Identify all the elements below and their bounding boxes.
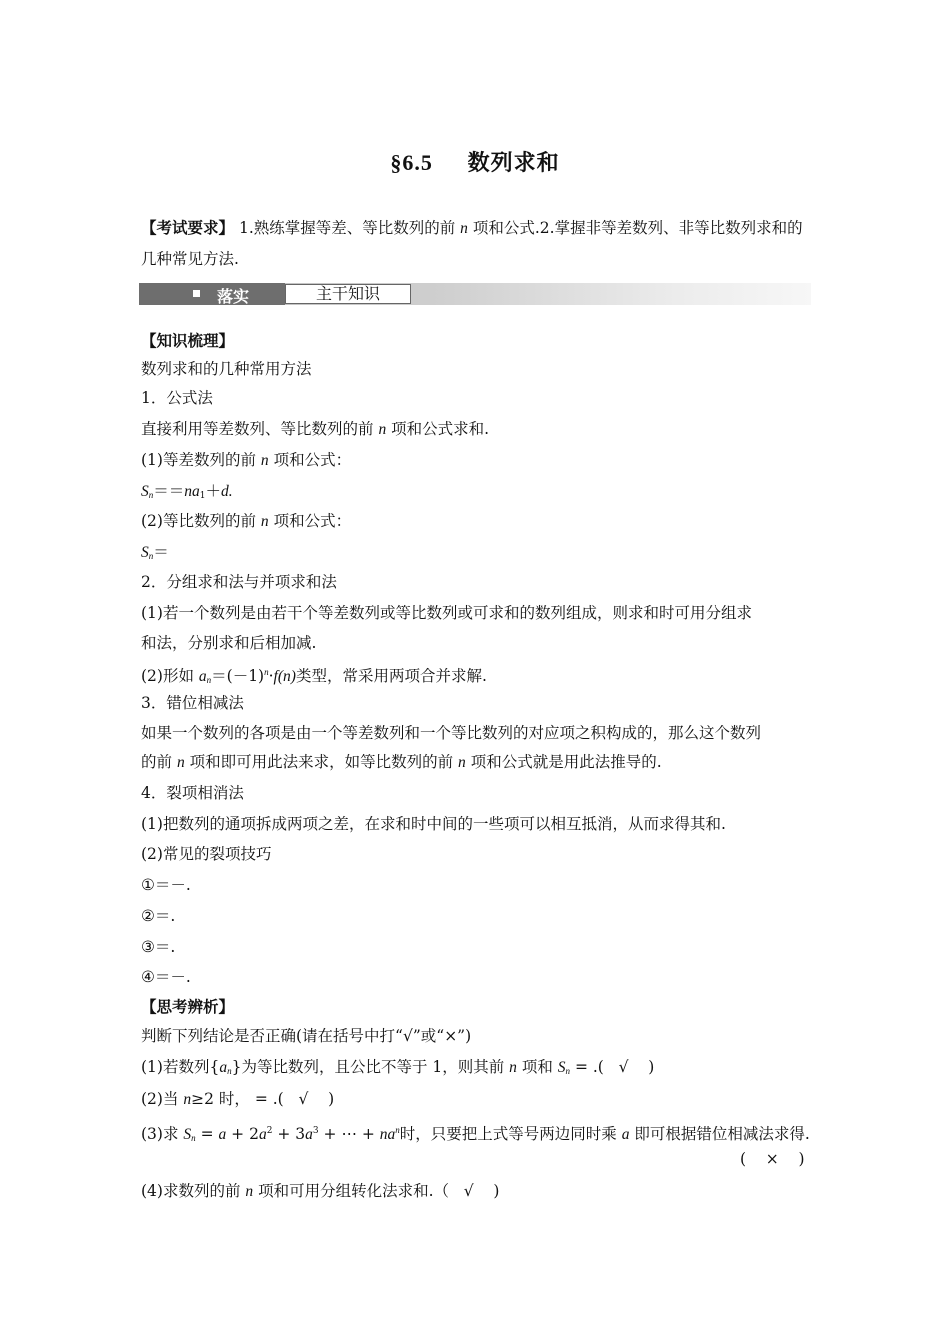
section-banner — [139, 283, 811, 305]
knowledge-intro: 数列求和的几种常用方法 — [141, 360, 312, 378]
method-1-text: 直接利用等差数列、等比数列的前 n 项和公式求和. — [141, 420, 490, 438]
question-2: (2)当 n≥2 时， = .( √ ) — [141, 1090, 335, 1108]
technique-4: ④＝－. — [141, 968, 191, 986]
square-bullet-icon — [193, 290, 200, 297]
method-4-point-2: (2)常见的裂项技巧 — [141, 845, 272, 863]
method-1-formula-1: $S_n==na_1+d$. — [141, 482, 233, 501]
method-1-formula-2: $S_n=$ — [141, 543, 169, 561]
technique-1: ①＝－. — [141, 876, 191, 894]
banner-left-label: 落实 — [217, 287, 250, 306]
method-3-title: 3．错位相减法 — [141, 694, 244, 712]
knowledge-heading: 【知识梳理】 — [141, 331, 235, 350]
question-1: (1)若数列$\{a_n\}$为等比数列，且公比不等于 1，则其前 n 项和 $S_n$ = .( √ ) — [141, 1058, 655, 1076]
method-2-point-2: (2)形如 $a_n=(-1)^n\cdot f(n)$类型，常采用两项合并求解. — [141, 667, 487, 685]
question-4: (4)求数列的前 n 项和可用分组转化法求和.（ √ ) — [141, 1182, 500, 1200]
thinking-heading: 【思考辨析】 — [141, 997, 235, 1016]
answer-bracket-3: ( × ) — [740, 1150, 805, 1168]
method-4-title: 4．裂项相消法 — [141, 784, 244, 802]
method-3-line-1: 如果一个数列的各项是由一个等差数列和一个等比数列的对应项之积构成的，那么这个数列 — [141, 724, 762, 742]
method-1-title: 1．公式法 — [141, 389, 213, 407]
thinking-intro: 判断下列结论是否正确(请在括号中打“√”或“×”) — [141, 1027, 472, 1045]
section-name: 数列求和 — [467, 150, 560, 176]
method-3-line-2: 的前 n 项和即可用此法来求，如等比数列的前 n 项和公式就是用此法推导的. — [141, 753, 662, 771]
banner-dark-part — [139, 283, 285, 305]
answer-mark-2: √ — [298, 1090, 309, 1108]
question-3: (3)求 $S_n = a + 2a^2 + 3a^3$ + ⋯ + $na^n$时，只要把上式等号两边同时乘 a 即可根据错位相减法求得. — [141, 1125, 810, 1143]
method-1-point-2: (2)等比数列的前 n 项和公式： — [141, 512, 352, 530]
method-4-point-1: (1)把数列的通项拆成两项之差，在求和时中间的一些项可以相互抵消，从而求得其和. — [141, 815, 726, 833]
page-title — [0, 146, 950, 177]
method-2-point-1-line-1: (1)若一个数列是由若干个等差数列或等比数列或可求和的数列组成，则求和时可用分组求 — [141, 604, 752, 622]
method-2-title: 2．分组求和法与并项求和法 — [141, 573, 337, 591]
technique-2: ②＝. — [141, 907, 176, 925]
answer-mark-1: √ — [618, 1058, 629, 1076]
method-1-point-1: (1)等差数列的前 n 项和公式： — [141, 451, 352, 469]
method-2-point-1-line-2: 和法，分别求和后相加减. — [141, 634, 317, 652]
banner-right-label: 主干知识 — [285, 284, 411, 304]
technique-3: ③＝. — [141, 938, 176, 956]
answer-mark-3: × — [765, 1150, 779, 1168]
answer-mark-4: √ — [463, 1182, 474, 1200]
exam-requirement: 【考试要求】 1.熟练掌握等差、等比数列的前 n 项和公式.2.掌握非等差数列、非等比数列求和的几种常见方法. — [141, 218, 803, 268]
section-number: §6.5 — [390, 150, 433, 175]
